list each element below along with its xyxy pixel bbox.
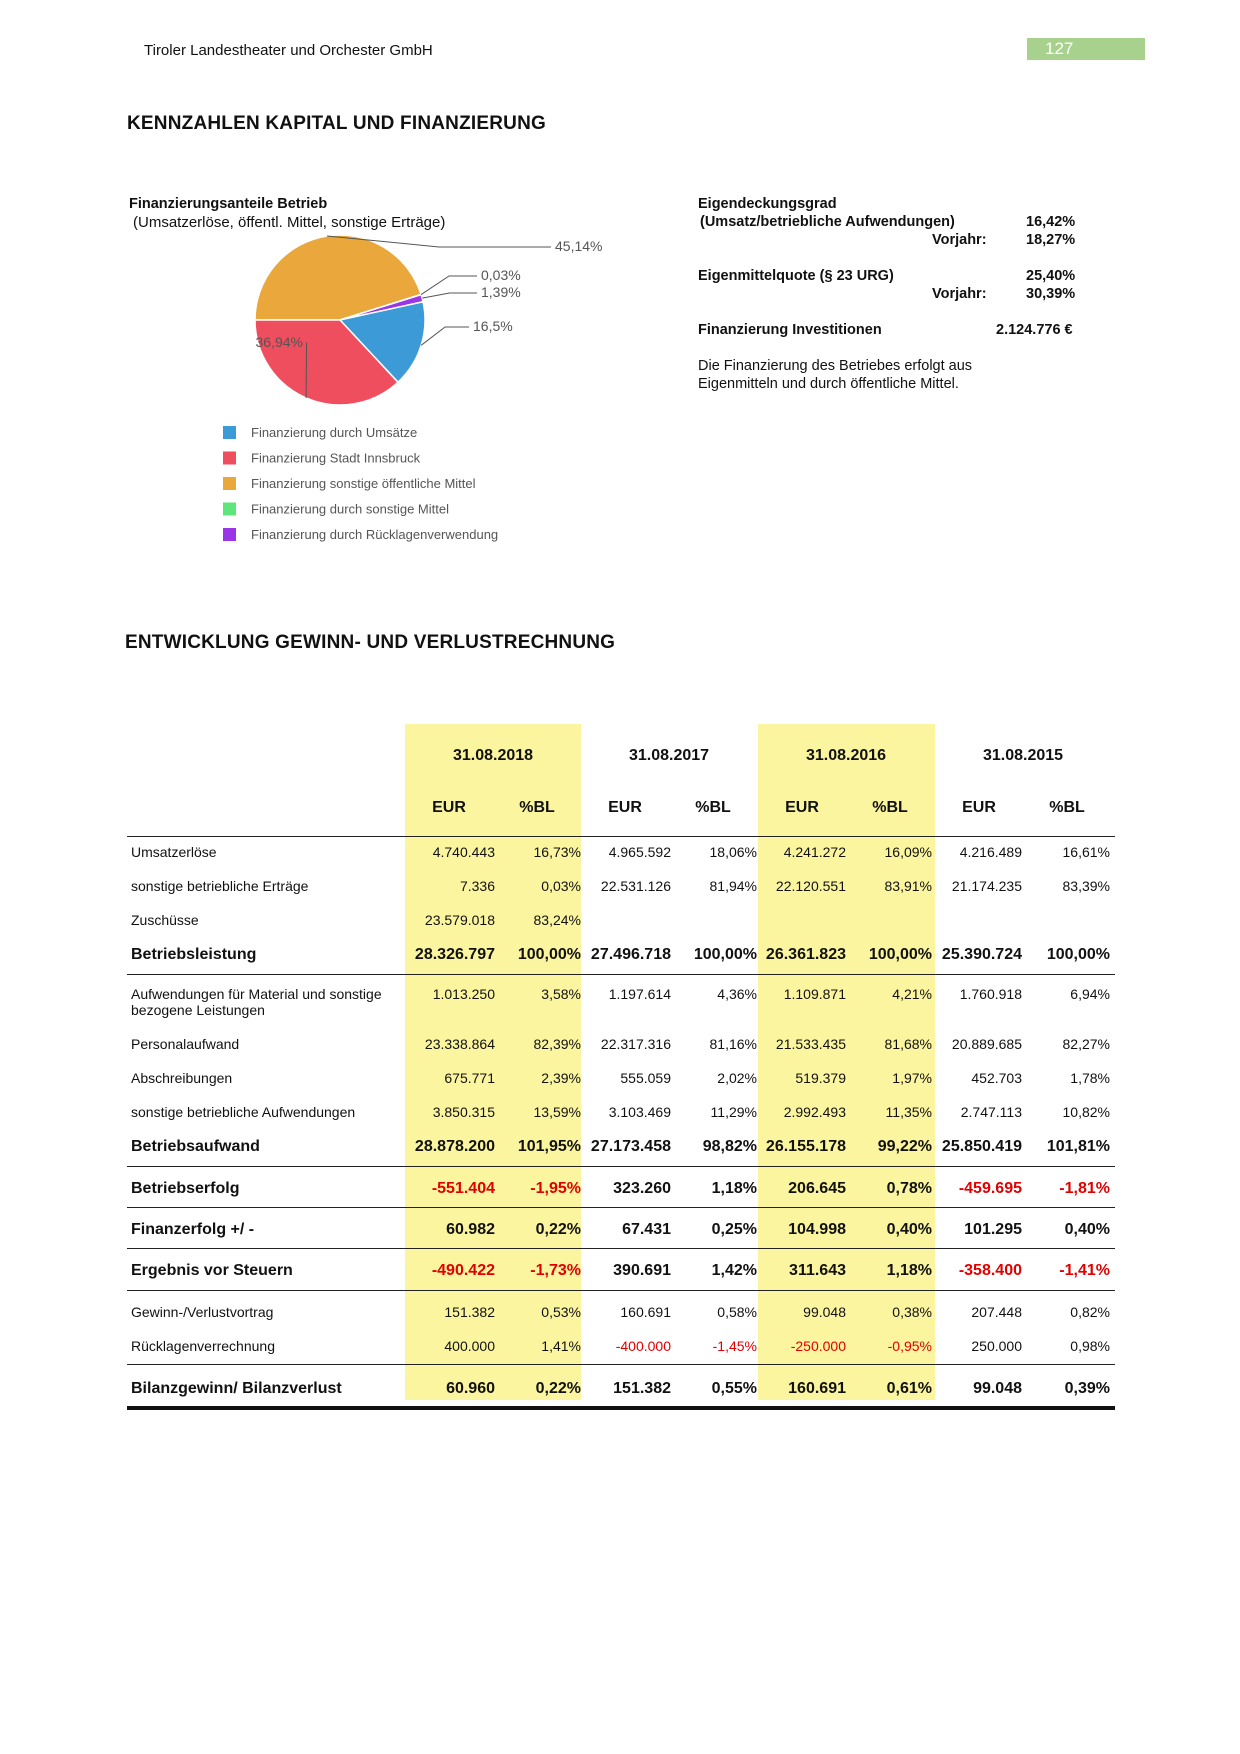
legend-label-0: Finanzierung durch Umsätze xyxy=(251,425,418,440)
table-rule-4 xyxy=(127,1248,1115,1249)
row-4-value-0: 1.013.250 xyxy=(432,986,495,1002)
row-5-value-7: 82,27% xyxy=(1062,1036,1110,1052)
row-label-11: Ergebnis vor Steuern xyxy=(131,1262,293,1279)
row-10-value-2: 67.431 xyxy=(622,1221,671,1238)
row-label-0: Umsatzerlöse xyxy=(131,844,217,860)
row-11-value-1: -1,73% xyxy=(530,1262,581,1279)
row-12-value-4: 99.048 xyxy=(803,1304,846,1320)
pie-slice-label-1: 36,94% xyxy=(255,334,303,350)
row-label-7: sonstige betriebliche Aufwendungen xyxy=(131,1104,356,1120)
row-7-value-5: 11,35% xyxy=(885,1104,932,1120)
row-4-value-1: 3,58% xyxy=(541,986,581,1002)
row-0-value-4: 4.241.272 xyxy=(783,844,846,860)
row-11-value-7: -1,41% xyxy=(1059,1262,1110,1279)
row-5-value-1: 82,39% xyxy=(533,1036,581,1052)
row-6-value-6: 452.703 xyxy=(971,1070,1022,1086)
row-13-value-6: 250.000 xyxy=(971,1338,1022,1354)
row-2-value-0: 23.579.018 xyxy=(424,912,495,928)
unit-bl-header-0: %BL xyxy=(519,799,555,816)
row-7-value-6: 2.747.113 xyxy=(960,1104,1022,1120)
row-4-value-5: 4,21% xyxy=(892,986,932,1002)
eigendeckungsgrad-prev-value: 18,27% xyxy=(1026,232,1076,248)
row-14-value-2: 151.382 xyxy=(613,1380,671,1397)
row-label-8: Betriebsaufwand xyxy=(131,1138,260,1155)
row-3-value-6: 25.390.724 xyxy=(941,946,1022,963)
row-6-value-2: 555.059 xyxy=(620,1070,671,1086)
row-6-value-3: 2,02% xyxy=(717,1070,757,1086)
row-13-value-5: -0,95% xyxy=(887,1338,932,1354)
financing-note-line-1: Die Finanzierung des Betriebes erfolgt aus xyxy=(698,358,973,374)
row-7-value-2: 3.103.469 xyxy=(608,1104,671,1120)
legend-label-4: Finanzierung durch Rücklagenverwendung xyxy=(251,527,499,542)
row-2-value-1: 83,24% xyxy=(533,912,581,928)
row-10-value-5: 0,40% xyxy=(886,1221,932,1238)
row-10-value-1: 0,22% xyxy=(535,1221,581,1238)
row-3-value-0: 28.326.797 xyxy=(414,946,495,963)
row-3-value-5: 100,00% xyxy=(868,946,932,963)
row-3-value-4: 26.361.823 xyxy=(765,946,846,963)
row-0-value-6: 4.216.489 xyxy=(959,844,1022,860)
row-8-value-6: 25.850.419 xyxy=(941,1138,1022,1155)
row-11-value-3: 1,42% xyxy=(711,1262,757,1279)
row-8-value-7: 101,81% xyxy=(1046,1138,1110,1155)
highlight-column-2016 xyxy=(758,724,935,1400)
pie-slice-label-4: 1,39% xyxy=(481,284,521,300)
row-label-13: Rücklagenverrechnung xyxy=(131,1338,275,1354)
row-14-value-6: 99.048 xyxy=(973,1380,1022,1397)
row-12-value-6: 207.448 xyxy=(971,1304,1022,1320)
unit-eur-header-3: EUR xyxy=(962,799,996,816)
row-10-value-7: 0,40% xyxy=(1064,1221,1110,1238)
row-6-value-0: 675.771 xyxy=(444,1070,495,1086)
row-1-value-4: 22.120.551 xyxy=(775,878,846,894)
row-11-value-0: -490.422 xyxy=(431,1262,495,1279)
row-6-value-1: 2,39% xyxy=(541,1070,581,1086)
row-label-2: Zuschüsse xyxy=(131,912,199,928)
row-4-value-7: 6,94% xyxy=(1070,986,1110,1002)
eigendeckungsgrad-value: 16,42% xyxy=(1026,214,1076,230)
row-label-9: Betriebserfolg xyxy=(131,1180,240,1197)
row-8-value-4: 26.155.178 xyxy=(765,1138,846,1155)
pie-chart-subtitle: (Umsatzerlöse, öffentl. Mittel, sonstige Erträge) xyxy=(133,214,446,231)
row-9-value-4: 206.645 xyxy=(788,1180,846,1197)
investitionen-label: Finanzierung Investitionen xyxy=(698,322,882,338)
row-label-12: Gewinn-/Verlustvortrag xyxy=(131,1304,274,1320)
row-8-value-5: 99,22% xyxy=(877,1138,932,1155)
row-14-value-5: 0,61% xyxy=(886,1380,932,1397)
eigenmittelquote-prev-value: 30,39% xyxy=(1026,286,1076,302)
row-label-line2-4: bezogene Leistungen xyxy=(131,1002,265,1018)
legend-swatch-0 xyxy=(223,426,236,439)
row-9-value-0: -551.404 xyxy=(431,1180,495,1197)
row-11-value-4: 311.643 xyxy=(789,1262,846,1279)
pie-slice-label-3: 0,03% xyxy=(481,267,521,283)
row-12-value-2: 160.691 xyxy=(620,1304,671,1320)
row-14-value-0: 60.960 xyxy=(446,1380,495,1397)
unit-bl-header-3: %BL xyxy=(1049,799,1085,816)
row-14-value-3: 0,55% xyxy=(711,1380,757,1397)
row-5-value-6: 20.889.685 xyxy=(951,1036,1022,1052)
row-6-value-5: 1,97% xyxy=(892,1070,932,1086)
pie-chart-title: Finanzierungsanteile Betrieb xyxy=(129,196,328,212)
eigendeckungsgrad-label: Eigendeckungsgrad xyxy=(698,196,837,212)
row-label-1: sonstige betriebliche Erträge xyxy=(131,878,309,894)
eigenmittelquote-label: Eigenmittelquote (§ 23 URG) xyxy=(698,268,894,284)
row-1-value-6: 21.174.235 xyxy=(951,878,1022,894)
row-0-value-1: 16,73% xyxy=(533,844,581,860)
row-7-value-3: 11,29% xyxy=(710,1104,757,1120)
row-7-value-1: 13,59% xyxy=(533,1104,581,1120)
row-9-value-1: -1,95% xyxy=(530,1180,581,1197)
row-8-value-3: 98,82% xyxy=(702,1138,757,1155)
table-double-rule xyxy=(127,1406,1115,1410)
row-3-value-3: 100,00% xyxy=(693,946,757,963)
row-0-value-7: 16,61% xyxy=(1062,844,1110,860)
row-9-value-6: -459.695 xyxy=(958,1180,1022,1197)
row-5-value-4: 21.533.435 xyxy=(775,1036,846,1052)
row-6-value-4: 519.379 xyxy=(795,1070,846,1086)
row-4-value-2: 1.197.614 xyxy=(608,986,671,1002)
row-3-value-2: 27.496.718 xyxy=(590,946,671,963)
row-label-5: Personalaufwand xyxy=(131,1036,240,1052)
row-12-value-1: 0,53% xyxy=(541,1304,581,1320)
row-9-value-3: 1,18% xyxy=(711,1180,757,1197)
row-label-14: Bilanzgewinn/ Bilanzverlust xyxy=(131,1380,342,1397)
eigendeckungsgrad-sublabel: (Umsatz/betriebliche Aufwendungen) xyxy=(700,214,955,230)
row-1-value-3: 81,94% xyxy=(709,878,757,894)
row-9-value-7: -1,81% xyxy=(1059,1180,1110,1197)
row-5-value-0: 23.338.864 xyxy=(424,1036,495,1052)
table-rule-1 xyxy=(127,974,1115,975)
table-rule-2 xyxy=(127,1166,1115,1167)
row-11-value-2: 390.691 xyxy=(613,1262,671,1279)
row-0-value-0: 4.740.443 xyxy=(432,844,495,860)
row-9-value-2: 323.260 xyxy=(613,1180,671,1197)
row-13-value-7: 0,98% xyxy=(1070,1338,1110,1354)
row-5-value-3: 81,16% xyxy=(709,1036,757,1052)
legend-label-1: Finanzierung Stadt Innsbruck xyxy=(251,450,421,466)
row-10-value-0: 60.982 xyxy=(446,1221,495,1238)
row-1-value-1: 0,03% xyxy=(541,878,581,894)
row-9-value-5: 0,78% xyxy=(886,1180,932,1197)
eigenmittelquote-prev-label: Vorjahr: xyxy=(932,286,987,302)
row-5-value-5: 81,68% xyxy=(884,1036,932,1052)
row-1-value-7: 83,39% xyxy=(1062,878,1110,894)
row-0-value-5: 16,09% xyxy=(884,844,932,860)
pie-leader-line-3 xyxy=(421,276,477,295)
eigendeckungsgrad-prev-label: Vorjahr: xyxy=(932,232,987,248)
unit-eur-header-1: EUR xyxy=(608,799,642,816)
year-header-3: 31.08.2015 xyxy=(982,747,1064,764)
table-rule-0 xyxy=(127,836,1115,837)
eigenmittelquote-value: 25,40% xyxy=(1026,268,1076,284)
legend-swatch-3 xyxy=(223,503,236,516)
row-0-value-2: 4.965.592 xyxy=(608,844,671,860)
row-4-value-4: 1.109.871 xyxy=(783,986,846,1002)
row-14-value-1: 0,22% xyxy=(535,1380,581,1397)
row-8-value-2: 27.173.458 xyxy=(590,1138,671,1155)
table-rule-6 xyxy=(127,1364,1115,1365)
row-13-value-3: -1,45% xyxy=(712,1338,757,1354)
year-header-2: 31.08.2016 xyxy=(805,747,887,764)
year-header-1: 31.08.2017 xyxy=(628,747,710,764)
row-12-value-5: 0,38% xyxy=(892,1304,932,1320)
row-label-10: Finanzerfolg +/ - xyxy=(131,1221,255,1238)
row-3-value-1: 100,00% xyxy=(517,946,581,963)
row-14-value-7: 0,39% xyxy=(1064,1380,1110,1397)
row-10-value-3: 0,25% xyxy=(711,1221,757,1238)
highlight-column-2018 xyxy=(405,724,581,1400)
row-0-value-3: 18,06% xyxy=(709,844,757,860)
row-8-value-1: 101,95% xyxy=(517,1138,581,1155)
row-7-value-4: 2.992.493 xyxy=(783,1104,846,1120)
row-label-4: Aufwendungen für Material und sonstige xyxy=(131,986,382,1002)
unit-bl-header-2: %BL xyxy=(872,799,908,816)
legend-label-3: Finanzierung durch sonstige Mittel xyxy=(251,501,449,517)
row-13-value-4: -250.000 xyxy=(790,1338,846,1354)
row-5-value-2: 22.317.316 xyxy=(600,1036,671,1052)
row-13-value-2: -400.000 xyxy=(615,1338,671,1354)
row-1-value-0: 7.336 xyxy=(459,878,495,894)
row-1-value-2: 22.531.126 xyxy=(600,878,671,894)
table-rule-5 xyxy=(127,1290,1115,1291)
row-4-value-3: 4,36% xyxy=(717,986,757,1002)
table-rule-3 xyxy=(127,1207,1115,1208)
row-11-value-6: -358.400 xyxy=(958,1262,1022,1279)
row-12-value-3: 0,58% xyxy=(717,1304,757,1320)
financing-note-line-2: Eigenmitteln und durch öffentliche Mittel. xyxy=(698,376,959,392)
row-13-value-1: 1,41% xyxy=(541,1338,581,1354)
legend-label-2: Finanzierung sonstige öffentliche Mittel xyxy=(251,476,476,491)
row-7-value-0: 3.850.315 xyxy=(432,1104,495,1120)
pie-leader-line-0 xyxy=(421,327,469,345)
row-4-value-6: 1.760.918 xyxy=(959,986,1022,1002)
row-6-value-7: 1,78% xyxy=(1070,1070,1110,1086)
row-3-value-7: 100,00% xyxy=(1046,946,1110,963)
row-12-value-0: 151.382 xyxy=(444,1304,495,1320)
investitionen-value: 2.124.776 € xyxy=(996,322,1073,338)
pie-leader-line-4 xyxy=(422,293,477,298)
row-11-value-5: 1,18% xyxy=(886,1262,932,1279)
pie-slice-label-2: 45,14% xyxy=(555,238,603,254)
row-label-6: Abschreibungen xyxy=(131,1070,233,1086)
row-10-value-4: 104.998 xyxy=(788,1221,846,1238)
row-1-value-5: 83,91% xyxy=(884,878,932,894)
year-header-0: 31.08.2018 xyxy=(452,747,534,764)
row-12-value-7: 0,82% xyxy=(1070,1304,1110,1320)
legend-swatch-1 xyxy=(223,452,236,465)
row-8-value-0: 28.878.200 xyxy=(414,1138,495,1155)
section-title-kennzahlen: KENNZAHLEN KAPITAL UND FINANZIERUNG xyxy=(127,113,547,134)
row-14-value-4: 160.691 xyxy=(788,1380,846,1397)
pie-chart xyxy=(125,230,645,560)
organization-name: Tiroler Landestheater und Orchester GmbH xyxy=(144,42,433,59)
row-7-value-7: 10,82% xyxy=(1062,1104,1110,1120)
legend-swatch-2 xyxy=(223,477,236,490)
pie-slice-label-0: 16,5% xyxy=(473,318,513,334)
row-label-3: Betriebsleistung xyxy=(131,946,257,963)
row-13-value-0: 400.000 xyxy=(444,1338,495,1354)
unit-eur-header-0: EUR xyxy=(432,799,466,816)
page-number-badge: 127 xyxy=(1027,38,1145,60)
unit-bl-header-1: %BL xyxy=(695,799,731,816)
legend-swatch-4 xyxy=(223,528,236,541)
section-title-guv: ENTWICKLUNG GEWINN- UND VERLUSTRECHNUNG xyxy=(125,632,616,653)
unit-eur-header-2: EUR xyxy=(785,799,819,816)
row-10-value-6: 101.295 xyxy=(964,1221,1022,1238)
